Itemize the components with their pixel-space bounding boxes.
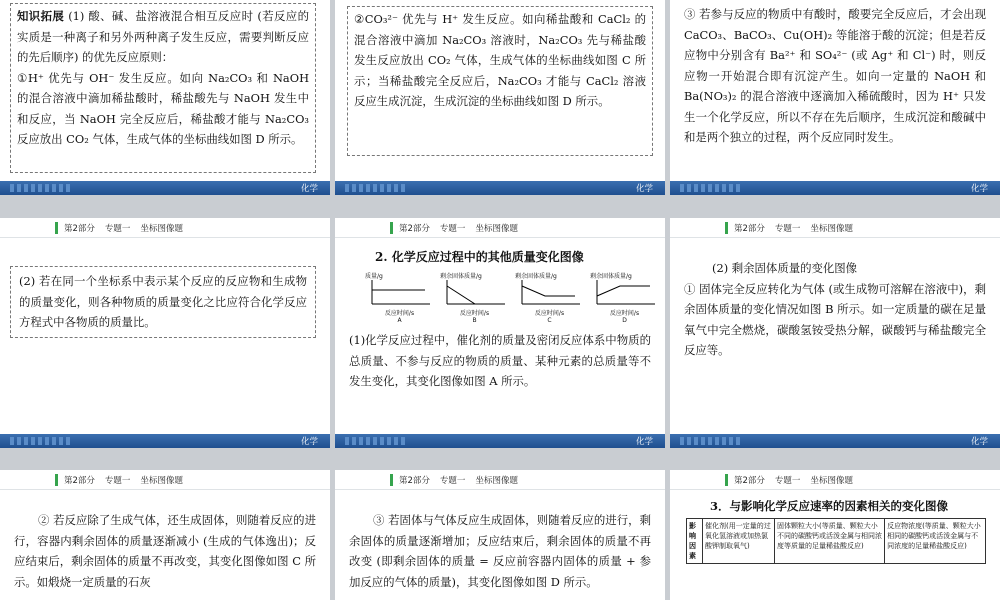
graph-a [365,271,434,324]
header-title: 坐标图像题 [475,223,518,234]
footer-bar [670,434,1000,448]
header-title: 坐标图像题 [810,223,853,234]
para: (1)化学反应过程中，催化剂的质量及密闭反应体系中物质的总质量、不参与反应的物质的质量、某种元素的总质量等不发生变化，其变化图像如图 A 所示。 [349,333,651,388]
footer-bar [0,181,330,195]
para: (1) 酸、碱、盐溶液混合相互反应时 (若反应的实质是一种离子和另外两种离子发生反应，需要判断反应的先后顺序) 的优先反应原则： [17,9,309,64]
graph-ylabel: 剩余固体质量/g [590,273,632,280]
header-title: 坐标图像题 [810,475,853,486]
section-title: 3．与影响化学反应速率的因素相关的变化图像 [710,499,948,513]
slide-header [335,218,665,238]
slide-header [670,470,1000,490]
para: ③ 若参与反应的物质中有酸时，酸要完全反应后，才会出现 CaCO₃、BaCO₃、Cu(OH)₂ 等能溶于酸的沉淀；但是若反应物中分别含有 Ba²⁺ 和 SO₄²⁻ (或 Ag⁺ 和 Cl⁻) 时，则反应物一开始混合即有沉淀产生。如向一定量的 NaOH 和 Ba(NO₃)₂ 的混合溶液中逐滴加入稀硫酸时，因为 H⁺ 只发生一个化学反应，所以不存在先后顺序，生成沉淀和酸碱中和是两个独立的过程，两个反应同时发生。 [684,7,986,144]
table-cell: 反应物浓度(等质量、颗粒大小相同的碳酸钙或活泼金属与不同浓度的足量稀盐酸反应) [885,519,986,564]
lead-label: 知识拓展 [17,9,65,23]
header-topic: 专题一 [774,223,801,234]
slide-5[interactable] [335,218,665,448]
graph-ylabel: 质量/g [365,273,383,280]
slide-6[interactable] [670,218,1000,448]
slide-header [0,470,330,490]
header-topic: 专题一 [104,475,131,486]
graph-b-svg [445,280,505,306]
section-title: 2. 化学反应过程中的其他质量变化图像 [375,250,584,264]
footer-label: 化学 [970,437,988,447]
text-block [684,258,986,361]
graph-ylabel: 剩余固体质量/g [515,273,557,280]
text-block [349,510,651,592]
table-cell: 催化剂(用一定量的过氧化氢溶液或加热氯酸钾制取氧气) [703,519,775,564]
slide-header [670,218,1000,238]
slide-3[interactable] [670,0,1000,195]
para: ①H⁺ 优先与 OH⁻ 发生反应。如向 Na₂CO₃ 和 NaOH 的混合溶液中滴加稀盐酸时，稀盐酸先与 NaOH 发生中和反应，当 NaOH 完全反应后，稀盐酸才能与 Na₂CO₃ 反应放出 CO₂ 气体，生成气体的坐标曲线如图 D 所示。 [17,70,309,146]
header-title: 坐标图像题 [475,475,518,486]
header-topic: 专题一 [439,475,466,486]
footer-label: 化学 [635,437,653,447]
graph-d-svg [595,280,655,306]
footer-bar [335,434,665,448]
graph-xlabel: 反应时间/s [534,310,565,317]
text-block [14,510,316,592]
header-part: 第2部分 [734,223,765,234]
graph-c [515,271,584,324]
footer-bar [670,181,1000,195]
slide-header [0,218,330,238]
footer-label: 化学 [300,437,318,447]
text-box [347,6,653,156]
para: ② 若反应除了生成气体，还生成固体，则随着反应的进行，容器内剩余固体的质量逐渐减小 (生成的气体逸出)；反应结束后，剩余固体的质量不再改变，其变化图像如图 C 所示。如煅烧一定质量的石灰 [14,513,316,589]
graph-ylabel: 剩余固体质量/g [440,273,482,280]
slide-2[interactable] [335,0,665,195]
slide-4[interactable] [0,218,330,448]
graph-b [440,271,509,324]
graph-d [590,271,659,324]
graph-xlabel: 反应时间/s [609,310,640,317]
table-row [687,519,986,564]
graph-letter: B [472,317,477,324]
para: ②CO₃²⁻ 优先与 H⁺ 发生反应。如向稀盐酸和 CaCl₂ 的混合溶液中滴加 Na₂CO₃ 溶液时，Na₂CO₃ 先与稀盐酸发生反应放出 CO₂ 气体，生成气体的坐标曲线如图 C 所示；当稀盐酸完全反应后，Na₂CO₃ 才能与 CaCl₂ 溶液反应生成沉淀，生成沉淀的坐标曲线如图 D 所示。 [354,12,646,108]
slide-header [335,470,665,490]
text-block [684,4,986,148]
footer-bar [335,181,665,195]
para: (2) 若在同一个坐标系中表示某个反应的反应物和生成物的质量变化，则各种物质的质量变化之比应符合化学反应方程式中各物质的质量比。 [19,274,307,329]
graph-row [365,271,665,324]
graph-xlabel: 反应时间/s [384,310,415,317]
footer-label: 化学 [300,184,318,194]
footer-label: 化学 [635,184,653,194]
header-title: 坐标图像题 [140,223,183,234]
header-topic: 专题一 [104,223,131,234]
header-title: 坐标图像题 [140,475,183,486]
footer-bar [0,434,330,448]
slide-1[interactable] [0,0,330,195]
table-cell: 固体颗粒大小(等质量、颗粒大小不同的碳酸钙或活泼金属与相同浓度等质量的足量稀盐酸反应) [775,519,885,564]
graph-xlabel: 反应时间/s [459,310,490,317]
section-title: (2) 剩余固体质量的变化图像 [712,261,858,275]
para: ① 固体完全反应转化为气体 (或生成物可溶解在溶液中)，剩余固体质量的变化情况如图 B 所示。如一定质量的碳在足量氧气中完全燃烧，碳酸氢铵受热分解，碳酸钙与稀盐酸完全反应等。 [684,281,986,357]
graph-letter: C [547,317,552,324]
graph-a-svg [370,280,430,306]
header-part: 第2部分 [399,223,430,234]
header-part: 第2部分 [64,223,95,234]
text-block [349,330,651,392]
graph-c-svg [520,280,580,306]
graph-letter: D [622,317,627,324]
factor-table [686,518,986,564]
graph-letter: A [397,317,402,324]
slide-8[interactable] [335,470,665,600]
knowledge-box [10,3,316,173]
table-cell: 影响因素 [687,519,703,564]
header-part: 第2部分 [64,475,95,486]
text-box [10,266,316,338]
header-part: 第2部分 [399,475,430,486]
footer-label: 化学 [970,184,988,194]
header-topic: 专题一 [439,223,466,234]
slide-7[interactable] [0,470,330,600]
header-topic: 专题一 [774,475,801,486]
header-part: 第2部分 [734,475,765,486]
para: ③ 若固体与气体反应生成固体，则随着反应的进行，剩余固体的质量逐渐增加；反应结束后，剩余固体的质量不再改变 (即剩余固体的质量 = 反应前容器内固体的质量 + 参加反应的气体的质量)，其变化图像如图 D 所示。 [349,513,651,589]
slide-9[interactable] [670,470,1000,600]
